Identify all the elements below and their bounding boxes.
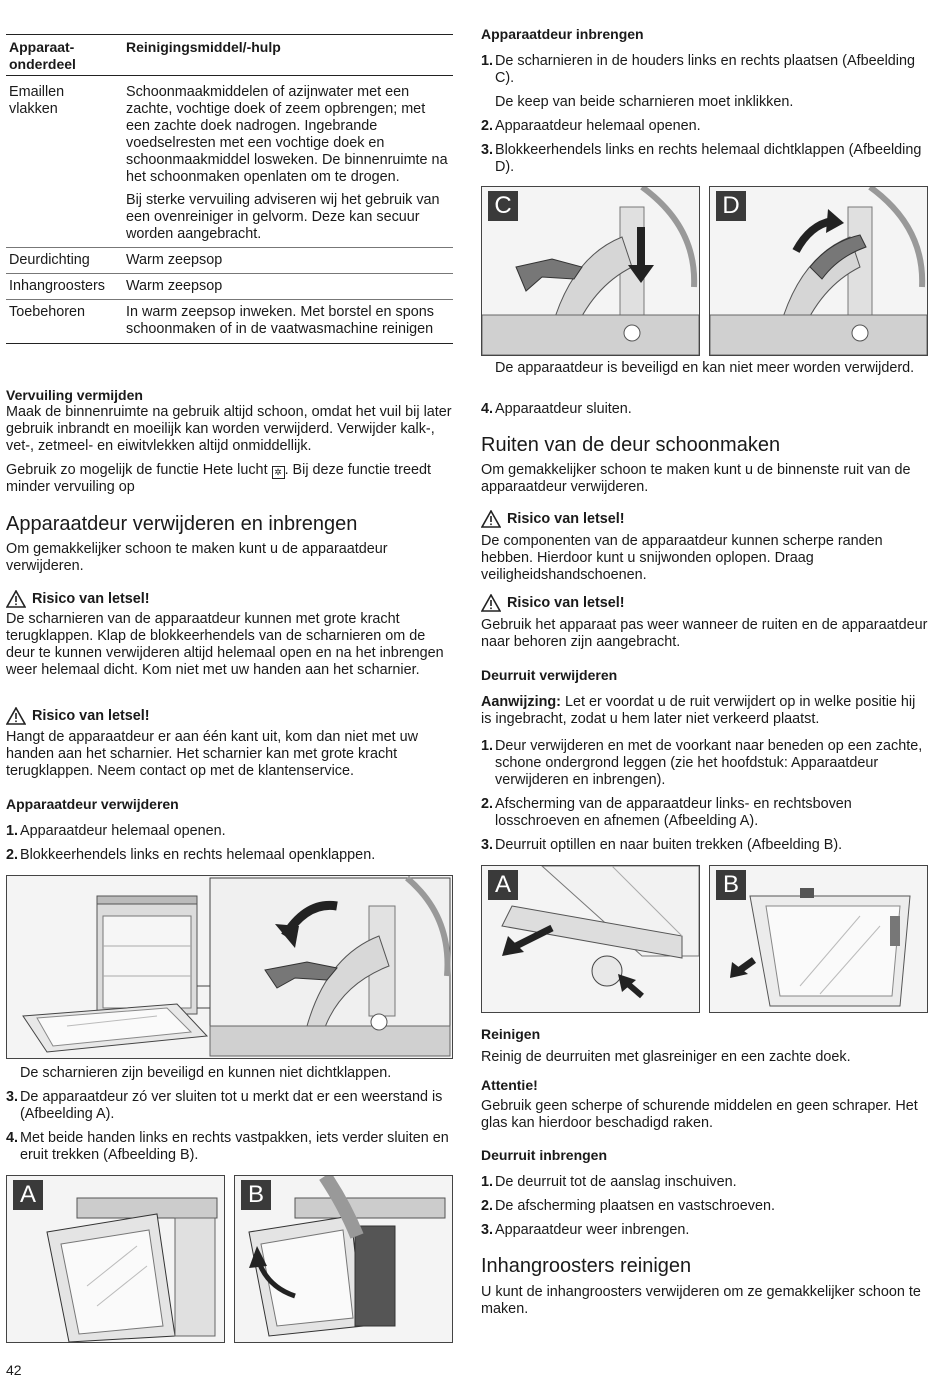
attention-text: Gebruik geen scherpe of schurende middelen en geen schraper. Het glas kan hierdoor beschadigd raken. [481, 1098, 918, 1131]
step-text: De afscherming plaatsen en vastschroeven. [495, 1198, 775, 1214]
warning-heading [6, 707, 453, 725]
table-header-row [6, 35, 453, 76]
table-row [6, 300, 453, 344]
warning-text: De componenten van de apparaatdeur kunnen scherpe randen hebben. Hierdoor kunt u snijwonden oplopen. Draag veiligheidshandschoenen. [481, 533, 883, 583]
step-item [481, 401, 928, 418]
table-cell-part: Emaillen vlakken [9, 84, 65, 117]
figure-label: A [488, 870, 518, 900]
hot-air-icon: ✲ [272, 466, 285, 479]
table-cell-text: Schoonmaakmiddelen of azijnwater met een zachte, vochtige doek of zeem opbrengen; met een zachte doek nadrogen. Ingebrande voedselresten met een vochtige doek en schoonmaakmiddel losweken. De binnenruimte na het schoonmaken openlaten om te drogen. [126, 84, 448, 185]
remove-pane-heading: Deurruit verwijderen [481, 667, 618, 683]
hinge-open-figure [6, 875, 453, 1059]
warning-text: Gebruik het apparaat pas weer wanneer de ruiten en de apparaatdeur naar behoren zijn aangebracht. [481, 617, 928, 650]
insert-pane-heading: Deurruit inbrengen [481, 1147, 608, 1163]
step-number: 2. [481, 1198, 494, 1214]
warning-title: Risico van letsel! [507, 595, 625, 611]
figure-label: A [13, 1180, 43, 1210]
step-text: Blokkeerhendels links en rechts helemaal dichtklappen (Afbeelding D). [495, 142, 922, 175]
warning-icon [481, 510, 501, 528]
step-text: Met beide handen links en rechts vastpakken, iets verder sluiten en eruit trekken (Afbeelding B). [20, 1130, 449, 1163]
step-item [481, 118, 928, 135]
step-text: De keep van beide scharnieren moet inklikken. [495, 94, 794, 110]
warning-heading [481, 594, 928, 612]
note-body: Let er voordat u de ruit verwijdert op in welke positie hij is ingebracht, zodat u hem later niet verkeerd plaatst. [481, 694, 916, 727]
table-cell-text: Warm zeepsop [126, 252, 223, 268]
hinge-figure-c [481, 186, 700, 356]
step-number: 3. [6, 1089, 19, 1105]
pane-figure-b [709, 865, 928, 1013]
step-text: Afscherming van de apparaatdeur links- en rechtsboven losschroeven en afnemen (Afbeelding A). [495, 796, 852, 829]
remove-door-steps [6, 823, 453, 864]
figure-label: C [488, 191, 518, 221]
step-number: 2. [6, 847, 19, 863]
remove-door-heading: Apparaatdeur verwijderen [6, 796, 179, 812]
table-header-part: Apparaat- onderdeel [9, 39, 76, 72]
step-text: Deurruit optillen en naar buiten trekken (Afbeelding B). [495, 837, 843, 853]
warning-title: Risico van letsel! [32, 708, 150, 724]
step-text: Apparaatdeur helemaal openen. [495, 118, 701, 134]
table-cell-text: Bij sterke vervuiling adviseren wij het gebruik van een ovenreiniger in gelvorm. Deze kan secuur worden aangebracht. [126, 192, 440, 242]
racks-section-title: Inhangroosters reinigen [481, 1255, 692, 1277]
table-row [6, 76, 453, 248]
figure-label: B [716, 870, 746, 900]
warning-title: Risico van letsel! [32, 591, 150, 607]
door-figure-a [6, 1175, 225, 1343]
warning-text: Hangt de apparaatdeur er aan één kant uit, kom dan niet met uw handen aan het scharnier. Het scharnier kan met grote kracht terugklappen. Neem contact op met de klantenservice. [6, 729, 418, 779]
cleaning-table [6, 34, 453, 344]
remove-pane-steps [481, 738, 928, 854]
step-item [481, 1174, 928, 1191]
step-item [481, 1222, 928, 1239]
avoid-text-part: Gebruik zo mogelijk de functie Hete lucht [6, 462, 268, 478]
step-item [6, 847, 453, 864]
door-intro: Om gemakkelijker schoon te maken kunt u de apparaatdeur verwijderen. [6, 541, 388, 574]
step-text: Apparaatdeur sluiten. [495, 401, 632, 417]
avoid-text-part: . Bij deze functie treedt minder vervuiling op [6, 462, 431, 495]
insert-door-steps-2 [481, 401, 928, 418]
remove-door-steps-2 [6, 1089, 453, 1164]
step-text: Deur verwijderen en met de voorkant naar beneden op een zachte, schone ondergrond leggen (zie het hoofdstuk: Apparaatdeur verwijderen en inbrengen). [495, 738, 923, 788]
step-item [6, 1089, 453, 1123]
warning-heading [481, 510, 928, 528]
hinge-figure-d [709, 186, 928, 356]
warning-title: Risico van letsel! [507, 511, 625, 527]
figure-caption: De apparaatdeur is beveiligd en kan niet meer worden verwijderd. [495, 360, 915, 376]
warning-heading [6, 590, 453, 608]
step-item [481, 796, 928, 830]
step-number: 1. [481, 1174, 494, 1190]
pane-figure-a [481, 865, 700, 1013]
step-number: 1. [481, 53, 494, 69]
step-item [481, 837, 928, 854]
step-number: 4. [6, 1130, 19, 1146]
insert-door-steps [481, 53, 928, 176]
warning-icon [6, 590, 26, 608]
step-number: 2. [481, 118, 494, 134]
clean-text: Reinig de deurruiten met glasreiniger en een zachte doek. [481, 1049, 851, 1065]
table-cell-part: Deurdichting [9, 252, 90, 268]
step-item [481, 142, 928, 176]
step-number: 3. [481, 142, 494, 158]
table-row [6, 274, 453, 300]
table-cell-text: Warm zeepsop [126, 278, 223, 294]
step-number: 2. [481, 796, 494, 812]
step-note [481, 94, 928, 111]
step-text: Apparaatdeur weer inbrengen. [495, 1222, 690, 1238]
step-item [6, 1130, 453, 1164]
warning-icon [6, 707, 26, 725]
avoid-text-2 [6, 462, 453, 496]
step-text: De scharnieren in de houders links en rechts plaatsen (Afbeelding C). [495, 53, 915, 86]
step-item [6, 823, 453, 840]
step-number: 4. [481, 401, 494, 417]
step-text: Apparaatdeur helemaal openen. [20, 823, 226, 839]
step-item [481, 738, 928, 789]
figure-caption: De scharnieren zijn beveiligd en kunnen niet dichtklappen. [20, 1065, 392, 1081]
oven-hinge-illustration [7, 876, 452, 1058]
figure-label: B [241, 1180, 271, 1210]
figure-label: D [716, 191, 746, 221]
step-number: 1. [6, 823, 19, 839]
warning-icon [481, 594, 501, 612]
table-header-agent: Reinigingsmiddel/-hulp [126, 39, 281, 55]
door-figure-b [234, 1175, 453, 1343]
insert-pane-steps [481, 1174, 928, 1239]
step-number: 1. [481, 738, 494, 754]
door-section-title: Apparaatdeur verwijderen en inbrengen [6, 513, 358, 535]
panes-intro: Om gemakkelijker schoon te maken kunt u de binnenste ruit van de apparaatdeur verwijderen. [481, 462, 911, 495]
attention-heading: Attentie! [481, 1077, 538, 1093]
panes-section-title: Ruiten van de deur schoonmaken [481, 434, 781, 456]
clean-heading: Reinigen [481, 1026, 541, 1042]
table-row [6, 248, 453, 274]
racks-intro: U kunt de inhangroosters verwijderen om ze gemakkelijker schoon te maken. [481, 1284, 921, 1317]
step-text: De deurruit tot de aanslag inschuiven. [495, 1174, 737, 1190]
avoid-text: Maak de binnenruimte na gebruik altijd schoon, omdat het vuil bij later gebruik inbrandt en moeilijk kan worden verwijderd. Verwijder kalk-, vet-, zetmeel- en eiwitvlekken altijd onmiddellijk. [6, 404, 452, 454]
step-text: De apparaatdeur zó ver sluiten tot u merkt dat er een weerstand is (Afbeelding A). [20, 1089, 443, 1122]
table-cell-part: Inhangroosters [9, 278, 105, 294]
page-number: 42 [6, 1362, 22, 1378]
table-cell-part: Toebehoren [9, 304, 86, 320]
step-text: Blokkeerhendels links en rechts helemaal openklappen. [20, 847, 376, 863]
step-number: 3. [481, 1222, 494, 1238]
step-number: 3. [481, 837, 494, 853]
step-item [481, 53, 928, 87]
warning-text: De scharnieren van de apparaatdeur kunnen met grote kracht terugklappen. Klap de blokkeerhendels van de scharnieren om de deur te kunnen verwijderen altijd helemaal open en na het inbrengen weer helemaal dicht. Kom niet met uw handen aan het scharnier. [6, 611, 444, 678]
table-cell-text: In warm zeepsop inweken. Met borstel en spons schoonmaken of in de vaatwasmachine reinigen [126, 304, 434, 337]
note-text [481, 694, 928, 728]
avoid-heading: Vervuiling vermijden [6, 387, 143, 403]
step-item [481, 1198, 928, 1215]
note-label: Aanwijzing: [481, 694, 561, 710]
insert-door-heading: Apparaatdeur inbrengen [481, 26, 644, 42]
